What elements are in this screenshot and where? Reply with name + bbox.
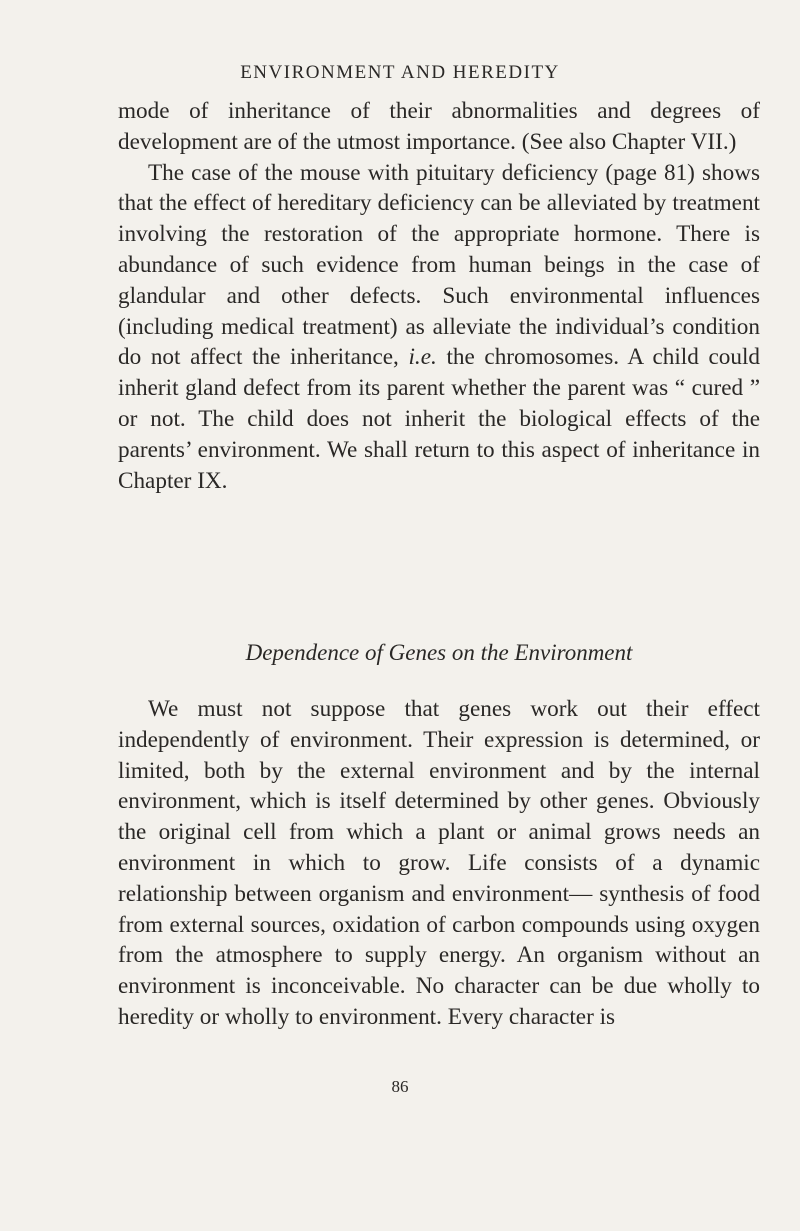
section-heading: Dependence of Genes on the Environment bbox=[245, 640, 633, 665]
paragraph-pituitary-italic: i.e. bbox=[408, 344, 437, 371]
paragraph-pituitary-part1: The case of the mouse with pituitary deficiency (page 81) shows that the effect of hereditary deficiency can be alleviated by treatment involving the restoration of the appropriate hormone. There is abundance of such evidence from human beings in the case of glandular and other defects. Such environmental influences (including medical treatment) as alleviate the individual’s condition do not affect the inheritance, bbox=[118, 159, 760, 371]
paragraph-genes-environment: We must not suppose that genes work out their effect independently of environment. Their expression is determined, or limited, both by the external environment and by the internal environment, which is itself determined by other genes. Obviously the original cell from which a plant or animal grows needs an environment in which to grow. Life consists of a dynamic relationship between organism and environment— synthesis of food from external sources, oxidation of carbon compounds using oxygen from the atmosphere to supply energy. An organism without an environment is inconceivable. No character can be due wholly to heredity or wholly to environment. Every character is bbox=[118, 696, 760, 1030]
paragraph-pituitary bbox=[118, 158, 760, 497]
body-text-upper bbox=[118, 96, 760, 496]
running-head: ENVIRONMENT AND HEREDITY bbox=[240, 62, 560, 83]
body-text-lower bbox=[118, 694, 760, 1033]
paragraph-pituitary-part2: the chromosomes. A child could inherit gland defect from its parent whether the parent was “ cured ” or not. The child does not inherit the biological effects of the parents’ environment. We shall return to this aspect of inheritance in Chapter IX. bbox=[118, 344, 760, 494]
page-number: 86 bbox=[391, 1077, 409, 1096]
paragraph-continuation: mode of inheritance of their abnormalities and degrees of development are of the utmost importance. (See also Chapter VII.) bbox=[118, 98, 760, 155]
